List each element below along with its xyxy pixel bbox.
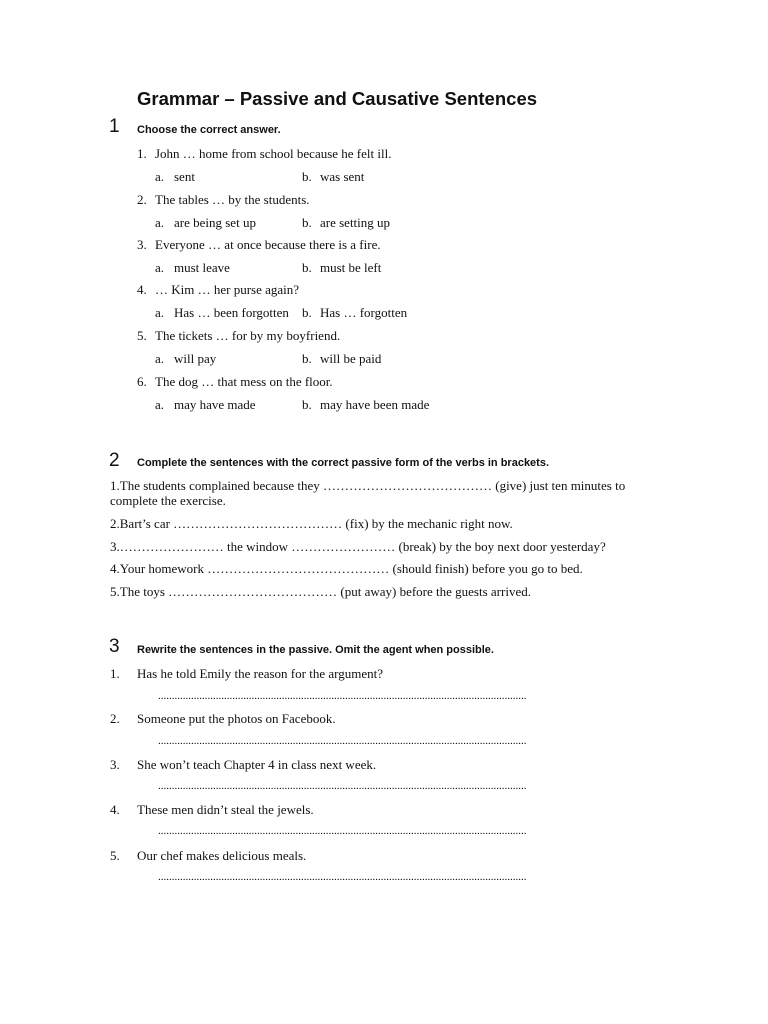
answer-line[interactable]: ...................................................................................................................................... <box>158 825 527 837</box>
option-b-label: b. <box>302 169 312 184</box>
section-2-item: 2.Bart’s car ………………………………… (fix) by the mechanic right now. <box>110 516 513 531</box>
answer-line[interactable]: ...................................................................................................................................... <box>158 871 527 883</box>
option-b-text: may have been made <box>320 397 430 412</box>
answer-line[interactable]: ...................................................................................................................................... <box>158 690 527 702</box>
section-2-item: 3.…………………… the window …………………… (break) by the boy next door yesterday? <box>110 539 606 554</box>
section-2-item: 5.The toys ………………………………… (put away) before the guests arrived. <box>110 584 531 599</box>
rewrite-sentence: She won’t teach Chapter 4 in class next week. <box>137 757 377 772</box>
question-number: 6. <box>137 374 147 389</box>
rewrite-sentence: Someone put the photos on Facebook. <box>137 711 336 726</box>
option-a-label: a. <box>155 351 165 366</box>
option-a-text: sent <box>174 169 195 184</box>
option-b-text: must be left <box>320 260 382 275</box>
option-b-text: Has … forgotten <box>320 305 408 320</box>
option-a-label: a. <box>155 397 165 412</box>
section-3-number: 3 <box>109 636 120 657</box>
question-text: The dog … that mess on the floor. <box>155 374 333 389</box>
option-a-text: must leave <box>174 260 230 275</box>
option-a-text: will pay <box>174 351 217 366</box>
rewrite-number: 3. <box>110 757 120 772</box>
rewrite-number: 4. <box>110 802 120 817</box>
section-1-instruction: Choose the correct answer. <box>137 124 281 136</box>
question-text: Everyone … at once because there is a fire. <box>155 237 381 252</box>
option-b-text: will be paid <box>320 351 382 366</box>
section-2-instruction: Complete the sentences with the correct passive form of the verbs in brackets. <box>137 457 550 469</box>
question-text: The tables … by the students. <box>155 192 310 207</box>
option-a-text: are being set up <box>174 215 256 230</box>
section-2-item: 4.Your homework …………………………………… (should finish) before you go to bed. <box>110 561 583 576</box>
question-text: The tickets … for by my boyfriend. <box>155 328 341 343</box>
option-a-label: a. <box>155 215 165 230</box>
option-b-label: b. <box>302 260 312 275</box>
option-a-text: Has … been forgotten <box>174 305 289 320</box>
rewrite-sentence: Has he told Emily the reason for the argument? <box>137 666 383 681</box>
rewrite-number: 5. <box>110 848 120 863</box>
section-1-number: 1 <box>109 116 120 137</box>
question-number: 5. <box>137 328 147 343</box>
question-number: 3. <box>137 237 147 252</box>
option-b-label: b. <box>302 351 312 366</box>
section-2-number: 2 <box>109 450 120 471</box>
answer-line[interactable]: ...................................................................................................................................... <box>158 780 527 792</box>
option-a-text: may have made <box>174 397 256 412</box>
option-b-label: b. <box>302 215 312 230</box>
option-a-label: a. <box>155 305 165 320</box>
rewrite-number: 2. <box>110 711 120 726</box>
option-b-label: b. <box>302 305 312 320</box>
option-b-text: was sent <box>320 169 365 184</box>
option-a-label: a. <box>155 169 165 184</box>
rewrite-sentence: Our chef makes delicious meals. <box>137 848 307 863</box>
option-b-text: are setting up <box>320 215 391 230</box>
question-number: 1. <box>137 146 147 161</box>
question-text: John … home from school because he felt ill. <box>155 146 392 161</box>
rewrite-number: 1. <box>110 666 120 681</box>
question-number: 2. <box>137 192 147 207</box>
answer-line[interactable]: ...................................................................................................................................... <box>158 735 527 747</box>
question-number: 4. <box>137 282 147 297</box>
page-title: Grammar – Passive and Causative Sentences <box>137 88 538 109</box>
option-a-label: a. <box>155 260 165 275</box>
option-b-label: b. <box>302 397 312 412</box>
rewrite-sentence: These men didn’t steal the jewels. <box>137 802 314 817</box>
section-3-instruction: Rewrite the sentences in the passive. Omit the agent when possible. <box>137 644 494 656</box>
question-text: … Kim … her purse again? <box>155 282 300 297</box>
section-2-item: 1.The students complained because they ………………………………… (give) just ten minutes to complete the exercise. <box>110 478 626 508</box>
